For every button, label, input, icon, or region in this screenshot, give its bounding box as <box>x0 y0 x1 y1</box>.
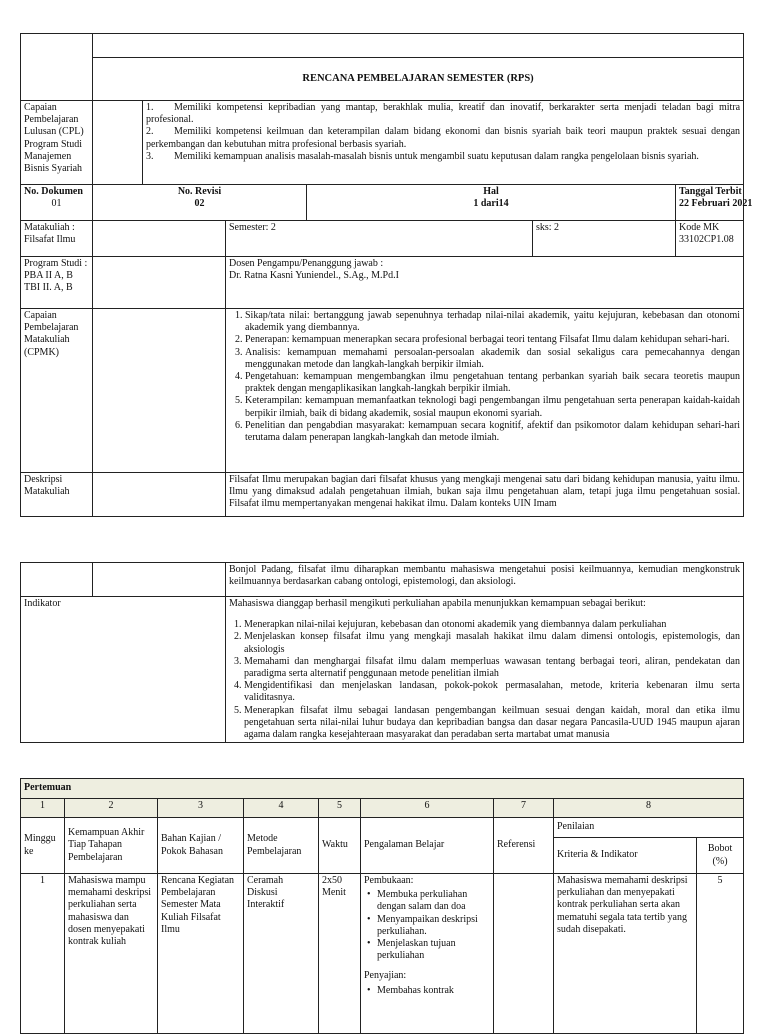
column-number: 5 <box>319 799 361 818</box>
header-penilaian: Penilaian <box>554 818 744 838</box>
sks-cell: sks: 2 <box>533 221 676 257</box>
pembukaan-item: • Menjelaskan tujuan perkuliahan <box>377 938 490 962</box>
column-number: 6 <box>361 799 494 818</box>
cpmk-item: 4. Pengetahuan: kemampuan mengembangkan ilmu pengetahuan tentang perbankan syariah baik secara teoretis maupun praktek dengan mengaplikasikan langkah-langkah berpikir ilmiah. <box>245 371 740 395</box>
header-minggu: Minggu ke <box>21 818 65 874</box>
cpmk-list <box>226 309 744 473</box>
pembukaan-heading: Pembukaan: <box>364 875 414 886</box>
row-kriteria: Mahasiswa memahami deskripsi perkuliahan dan menyepakati kontrak perkuliahan serta akan mematuhi segala tata tertib yang sudah disepakati. <box>554 874 697 1034</box>
dosen-cell: Dosen Pengampu/Penanggung jawab : Dr. Ratna Kasni Yuniendel., S.Ag., M.Pd.I <box>226 257 744 309</box>
pembukaan-item: • Membuka perkuliahan dengan salam dan doa <box>377 889 490 913</box>
row-waktu: 2x50 Menit <box>319 874 361 1034</box>
cpmk-item: 1. Sikap/tata nilai: bertanggung jawab sepenuhnya terhadap nilai-nilai akademik, yaitu kejujuran, kebebasan dan otonomi akademik yang diembannya. <box>245 310 740 334</box>
header-metode: Metode Pembelajaran <box>244 818 319 874</box>
penyajian-heading: Penyajian: <box>364 970 407 982</box>
row-bobot: 5 <box>697 874 744 1034</box>
rps-indikator-table <box>20 562 744 743</box>
row-kemampuan: Mahasiswa mampu memahami deskripsi perkuliahan serta mahasiswa dan dosen menyepakati kontrak kuliah <box>65 874 158 1034</box>
header-bahan: Bahan Kajian / Pokok Bahasan <box>158 818 244 874</box>
indikator-item: 2. Menjelaskan konsep filsafat ilmu yang mengkaji masalah hakikat ilmu dalam dimensi ontologis, epistemologis, dan aksiologis <box>244 631 740 655</box>
indikator-intro: Mahasiswa dianggap berhasil mengikuti perkuliahan apabila menunjukkan kemampuan sebagai berikut: <box>229 598 646 609</box>
cpl-item: 2. Memiliki kompetensi keilmuan dan keterampilan dalam bidang ekonomi dan bisnis syariah baik teori maupun praktek sesuai dengan perkembangan dan kebutuhan mitra profesional berbasis syariah. <box>146 126 741 150</box>
kode-mk-cell: Kode MK 33102CP1.08 <box>676 221 744 257</box>
pembukaan-item: • Menyampaikan deskripsi perkuliahan. <box>377 914 490 938</box>
row-minggu: 1 <box>21 874 65 1034</box>
indikator-cell <box>226 597 744 743</box>
pertemuan-table <box>20 778 744 1034</box>
header-bobot: Bobot (%) <box>697 838 744 874</box>
indikator-item: 5. Menerapkan filsafat ilmu sebagai landasan pengembangan keilmuan sesuai dengan kaidah, moral dan etika ilmu pengetahuan serta nilai-nilai luhur budaya dan kepribadian bangsa dan dasar negara Pancasila-UUD 1945 maupun ajaran agama dalam rangka kesejahteraan masyarakat dan peradaban serta martabat umat manusia <box>244 705 740 742</box>
row-metode: Ceramah Diskusi Interaktif <box>244 874 319 1034</box>
column-number: 2 <box>65 799 158 818</box>
indikator-label: Indikator <box>21 597 226 743</box>
document-title: RENCANA PEMBELAJARAN SEMESTER (RPS) <box>93 58 744 101</box>
indikator-item: 1. Menerapkan nilai-nilai kejujuran, kebebasan dan otonomi akademik yang diembannya dalam perkuliahan <box>244 619 740 631</box>
header-kemampuan: Kemampuan Akhir Tiap Tahapan Pembelajaran <box>65 818 158 874</box>
header-waktu: Waktu <box>319 818 361 874</box>
indikator-item: 4. Mengidentifikasi dan menjelaskan landasan, pokok-pokok permasalahan, metode, kriteria kebenaran ilmu serta validitasnya. <box>244 680 740 704</box>
column-number: 4 <box>244 799 319 818</box>
header-referensi: Referensi <box>494 818 554 874</box>
column-number: 1 <box>21 799 65 818</box>
no-revisi-cell: No. Revisi 02 <box>93 185 307 221</box>
logo-cell <box>21 34 93 101</box>
deskripsi-text-part1: Filsafat Ilmu merupakan bagian dari filsafat khusus yang mengkaji mengenai satu dari bidang kehidupan manusia, yaitu ilmu. Ilmu yang dimaksud adalah pengetahuan ilmiah, bukan saja ilmu pengetahuan alam, tetapi juga ilmu pengetahuan sosial. Filsafat ilmu mempertanyakan mengenai hakikat ilmu. Dalam konteks UIN Imam <box>226 473 744 517</box>
penyajian-item: • Membahas kontrak <box>377 985 490 997</box>
header-kriteria: Kriteria & Indikator <box>554 838 697 874</box>
tanggal-terbit-cell: Tanggal Terbit 22 Februari 2021 <box>676 185 744 221</box>
cpmk-item: 2. Penerapan: kemampuan menerapkan secara profesional berbagai teori tentang Filsafat Ilmu dalam kehidupan sehari-hari. <box>245 334 740 346</box>
hal-cell: Hal 1 dari14 <box>307 185 676 221</box>
rps-header-table <box>20 33 753 517</box>
no-dokumen-cell: No. Dokumen 01 <box>21 185 93 221</box>
column-number: 7 <box>494 799 554 818</box>
cpmk-item: 5. Keterampilan: kemampuan memanfaatkan teknologi bagi pengembangan ilmu pengetahuan serta penerapan kaidah-kaidah berpikir ilmiah, baik di bidang akademik, sosial maupun ekonomi syariah. <box>245 395 740 419</box>
program-studi-cell: Program Studi : PBA II A, B TBI II. A, B <box>21 257 93 309</box>
cpl-item: 1. Memiliki kompetensi kepribadian yang mantap, berakhlak mulia, kreatif dan inovatif, berkarakter serta menjadi teladan bagi mitra profesional. <box>146 102 741 126</box>
pertemuan-title: Pertemuan <box>21 779 744 799</box>
deskripsi-label: Deskripsi Matakuliah <box>21 473 93 517</box>
header-pengalaman: Pengalaman Belajar <box>361 818 494 874</box>
row-bahan: Rencana Kegiatan Pembelajaran Semester Mata Kuliah Filsafat Ilmu <box>158 874 244 1034</box>
cpmk-item: 3. Analisis: kemampuan memahami persoalan-persoalan akademik dan sosial sekaligus cara pemecahannya dengan menggunakan metode dan langkah-langkah berpikir ilmiah. <box>245 347 740 371</box>
cpl-label: Capaian Pembelajaran Lulusan (CPL) Program Studi Manajemen Bisnis Syariah <box>21 101 93 185</box>
column-number: 3 <box>158 799 244 818</box>
cpmk-item: 6. Penelitian dan pengabdian masyarakat: kemampuan secara kognitif, afektif dan psikomotor dalam kehidupan sehari-hari terutama dalam penerapan langkah-langkah dan metode ilmiah. <box>245 420 740 444</box>
indikator-item: 3. Memahami dan menghargai filsafat ilmu dalam memperluas wawasan tentang berbagai teori, aliran, pendekatan dan paradigma serta alternatif penggunaan metode penelitian ilmiah <box>244 656 740 680</box>
semester-cell: Semester: 2 <box>226 221 533 257</box>
row-referensi <box>494 874 554 1034</box>
column-number: 8 <box>554 799 744 818</box>
cpl-item: 3. Memiliki kemampuan analisis masalah-masalah bisnis untuk mengambil suatu keputusan dalam rangka pengelolaan bisnis syariah. <box>146 150 699 162</box>
header-top-cell <box>93 34 744 58</box>
matakuliah-cell: Matakuliah : Filsafat Ilmu <box>21 221 93 257</box>
cpl-list <box>143 101 744 185</box>
row-pengalaman <box>361 874 494 1034</box>
cpmk-label: Capaian Pembelajaran Matakuliah (CPMK) <box>21 309 93 473</box>
deskripsi-text-part2: Bonjol Padang, filsafat ilmu diharapkan membantu mahasiswa mengetahui posisi keilmuannya, kemudian mengkonstruk keilmuannya berdasarkan cabang ontologi, epistemologi, dan aksiologi. <box>226 563 744 597</box>
